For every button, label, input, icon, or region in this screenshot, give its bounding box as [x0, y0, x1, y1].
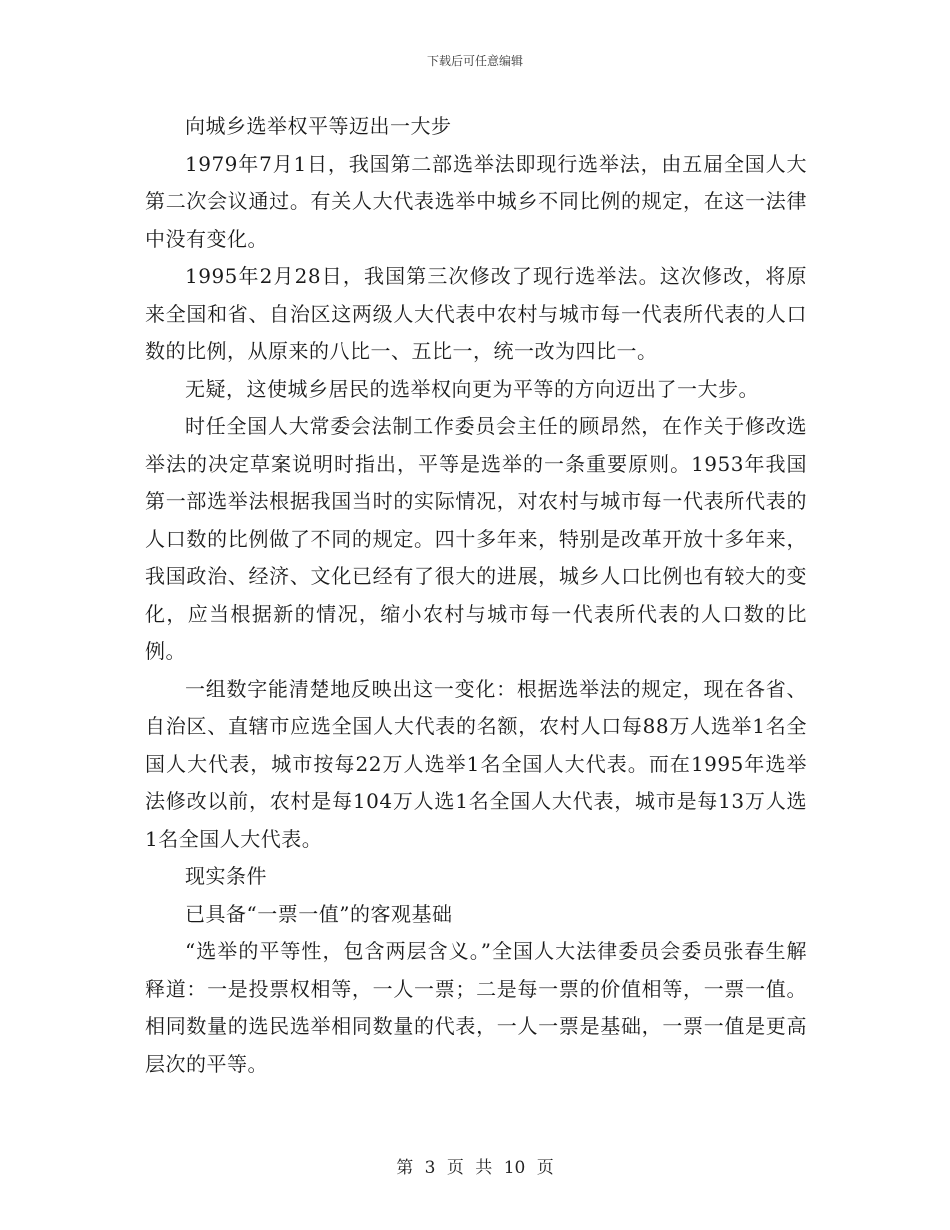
page-header: 下载后可任意编辑: [426, 54, 523, 68]
paragraph: 无疑，这使城乡居民的选举权向更为平等的方向迈出了一大步。: [185, 376, 759, 401]
section-heading: 现实条件: [185, 864, 267, 888]
section-subheading: 已具备“一票一值”的客观基础: [185, 901, 453, 926]
paragraph: 1995年2月28日，我国第三次修改了现行选举法。这次修改，将原来全国和省、自治区这两级人大代表中农村与城市每一代表所代表的人口数的比例，从原来的八比一、五比一，统一改为四比一。: [145, 264, 807, 363]
page-footer: 第 3 页 共 10 页: [396, 1158, 554, 1178]
document-body: [145, 108, 807, 1083]
paragraph: “选举的平等性，包含两层含义。”全国人大法律委员会委员张春生解释道：一是投票权相等，一人一票；二是每一票的价值相等，一票一值。相同数量的选民选举相同数量的代表，一人一票是基础，一票一值是更高层次的平等。: [145, 939, 807, 1076]
paragraph: 一组数字能清楚地反映出这一变化：根据选举法的规定，现在各省、自治区、直辖市应选全国人大代表的名额，农村人口每88万人选举1名全国人大代表，城市按每22万人选举1名全国人大代表。而在1995年选举法修改以前，农村是每104万人选1名全国人大代表，城市是每13万人选1名全国人大代表。: [145, 676, 807, 851]
paragraph: 时任全国人大常委会法制工作委员会主任的顾昂然，在作关于修改选举法的决定草案说明时指出，平等是选举的一条重要原则。1953年我国第一部选举法根据我国当时的实际情况，对农村与城市每一代表所代表的人口数的比例做了不同的规定。四十多年来，特别是改革开放十多年来，我国政治、经济、文化已经有了很大的进展，城乡人口比例也有较大的变化，应当根据新的情况，缩小农村与城市每一代表所代表的人口数的比例。: [145, 414, 807, 663]
section-heading: 向城乡选举权平等迈出一大步: [185, 114, 452, 138]
paragraph: 1979年7月1日，我国第二部选举法即现行选举法，由五届全国人大第二次会议通过。有关人大代表选举中城乡不同比例的规定，在这一法律中没有变化。: [145, 151, 807, 251]
